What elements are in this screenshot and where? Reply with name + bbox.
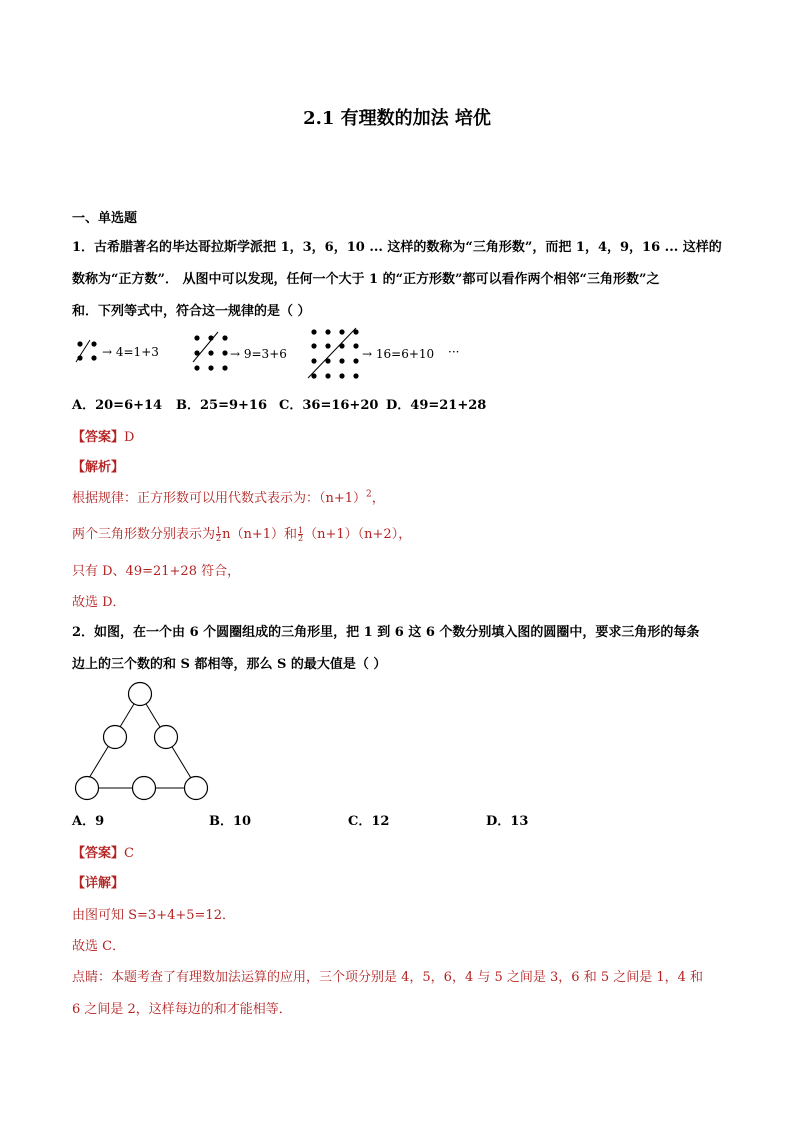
analysis-text: n（n+1）和 — [222, 527, 298, 542]
q1-option-b[interactable]: B．25=9+16 — [176, 398, 268, 413]
analysis-text-end: ， — [371, 491, 385, 506]
fig-ellipsis: ··· — [448, 345, 460, 359]
analysis-text: 根据规律：正方形数可以用代数式表示为：（n+1） — [72, 491, 367, 506]
page-title: 2.1 有理数的加法 培优 — [303, 108, 491, 129]
q1-analysis-line-4: 故选 D． — [72, 595, 126, 610]
q1-option-d[interactable]: D．49=21+28 — [386, 398, 487, 413]
q1-text-line-3: 和．下列等式中，符合这一规律的是（ ） — [72, 304, 311, 319]
q1-option-c[interactable]: C．36=16+20 — [279, 398, 379, 413]
q1-text-line-1: 1．古希腊著名的毕达哥拉斯学派把 1，3，6，10 ... 这样的数称为“三角形数”，而把 1，4，9，16 ... 这样的 — [72, 240, 722, 255]
q2-option-a[interactable]: A．9 — [72, 814, 105, 829]
q2-answer — [72, 842, 134, 861]
dot-square-2 — [76, 340, 97, 362]
q1-answer — [72, 426, 134, 445]
q1-analysis-line-2 — [72, 523, 411, 542]
fraction-denominator: 2 — [298, 534, 304, 543]
fraction — [216, 527, 221, 542]
analysis-text: （n+1）（n+2）， — [304, 527, 412, 542]
answer-value: C — [124, 846, 134, 861]
answer-value: D — [124, 430, 135, 445]
fig-label-3: → 16=6+10 — [362, 347, 435, 361]
q2-detail-line-3: 点睛：本题考查了有理数加法运算的应用，三个项分别是 4，5，6，4 与 5 之间是 3，6 和 5 之间是 1，4 和 — [72, 970, 704, 985]
answer-tag: 【答案】 — [72, 846, 125, 861]
section-heading: 一、单选题 — [72, 211, 138, 226]
q1-text-line-2: 数称为“正方数”． 从图中可以发现，任何一个大于 1 的“正方形数”都可以看作两个相邻“三角形数”之 — [72, 272, 660, 287]
circle-top — [129, 683, 152, 706]
circle-mid-right — [155, 726, 178, 749]
q1-analysis-line-3: 只有 D、49=21+28 符合， — [72, 564, 241, 579]
fig-label-1: → 4=1+3 — [102, 345, 159, 359]
circle-bottom-mid — [133, 777, 156, 800]
q2-detail-line-1: 由图可知 S=3+4+5=12． — [72, 908, 235, 923]
fraction-denominator: 2 — [216, 534, 222, 543]
detail-tag: 【详解】 — [72, 876, 125, 891]
fraction-numerator: 1 — [216, 526, 222, 535]
fraction-numerator: 1 — [298, 526, 304, 535]
dot-square-4 — [308, 328, 359, 379]
circle-bottom-left — [76, 777, 99, 800]
fraction — [298, 527, 303, 542]
analysis-tag: 【解析】 — [72, 460, 125, 475]
circle-bottom-right — [185, 777, 208, 800]
q2-detail-line-2: 故选 C． — [72, 939, 126, 954]
q2-option-d[interactable]: D．13 — [486, 814, 529, 829]
q2-option-b[interactable]: B．10 — [209, 814, 252, 829]
q2-detail-tag — [72, 872, 124, 891]
q1-analysis-tag — [72, 456, 124, 475]
q2-text-line-2: 边上的三个数的和 S 都相等，那么 S 的最大值是（ ） — [72, 657, 387, 672]
fig-label-2: → 9=3+6 — [230, 347, 287, 361]
answer-tag: 【答案】 — [72, 430, 125, 445]
circle-mid-left — [104, 726, 127, 749]
dot-square-3 — [193, 332, 228, 371]
q1-analysis-line-1 — [72, 487, 385, 506]
q2-triangle-figure — [70, 678, 215, 804]
analysis-text: 两个三角形数分别表示为 — [72, 527, 216, 542]
q2-detail-line-4: 6 之间是 2，这样每边的和才能相等． — [72, 1002, 292, 1017]
q2-option-c[interactable]: C．12 — [348, 814, 390, 829]
superscript: 2 — [366, 489, 372, 500]
q2-text-line-1: 2．如图，在一个由 6 个圆圈组成的三角形里，把 1 到 6 这 6 个数分别填入图的圆圈中，要求三角形的每条 — [72, 625, 700, 640]
q1-option-a[interactable]: A．20=6+14 — [72, 398, 163, 413]
q1-dot-figure — [70, 326, 490, 384]
